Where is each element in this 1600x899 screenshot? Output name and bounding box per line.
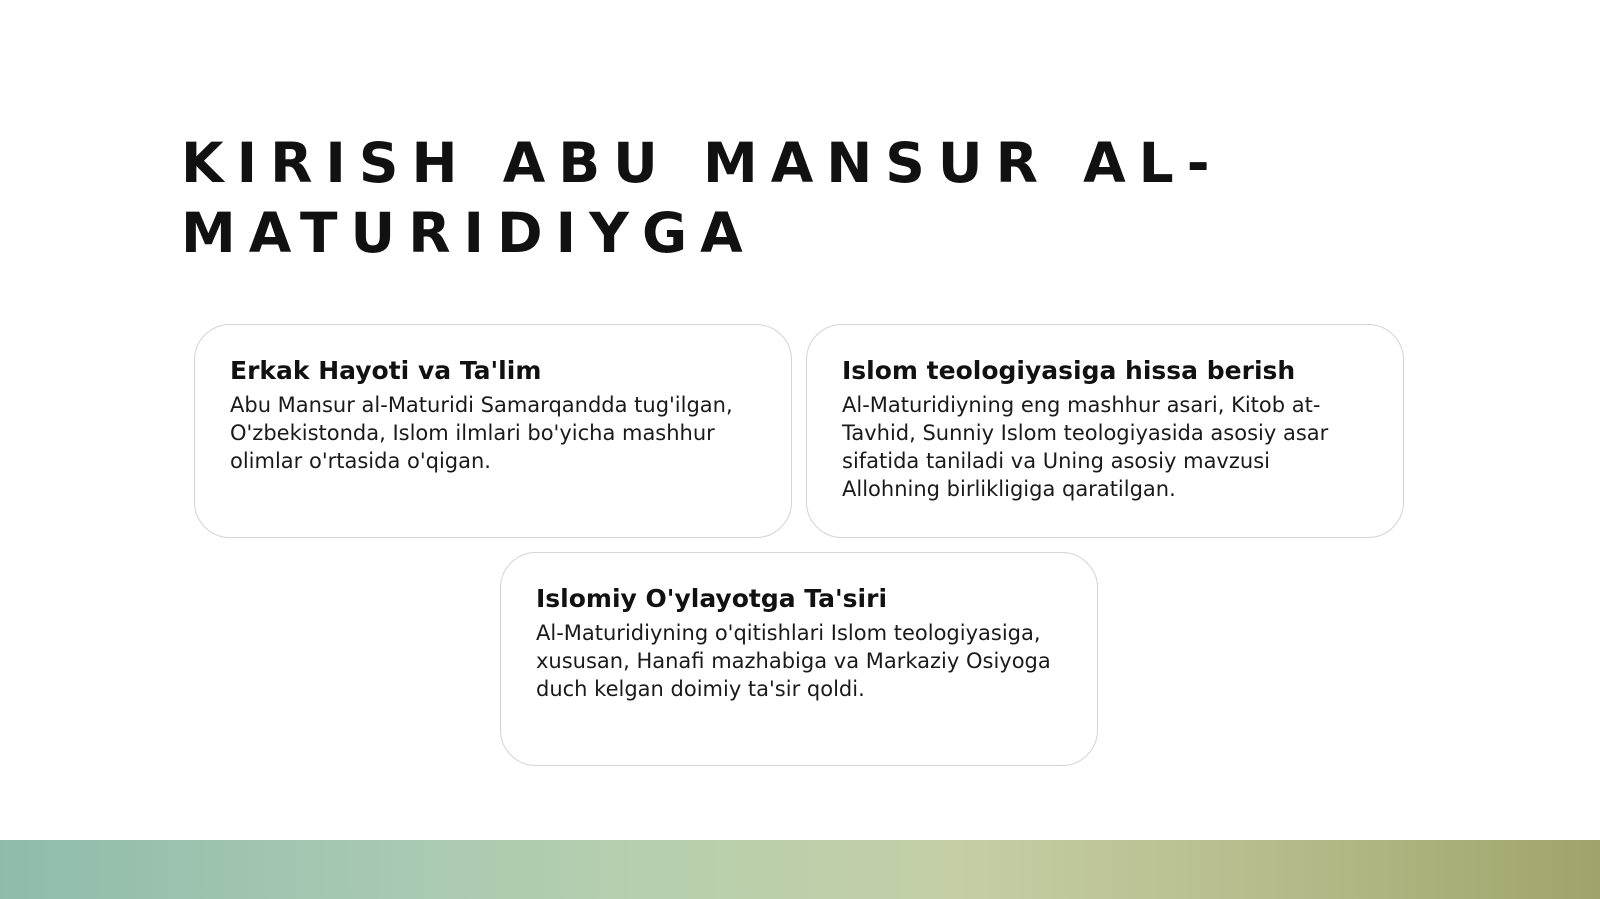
card-body: Abu Mansur al-Maturidi Samarqandda tug'ilgan, O'zbekistonda, Islom ilmlari bo'yicha mashhur olimlar o'rtasida o'qigan. xyxy=(230,393,733,473)
slide-title xyxy=(181,128,1381,268)
card-life-education xyxy=(194,324,792,538)
card-heading: Islomiy O'ylayotga Ta'siri xyxy=(536,584,888,613)
card-theology-contribution xyxy=(806,324,1404,538)
card-islamic-thought-influence xyxy=(500,552,1098,766)
card-body: Al-Maturidiyning eng mashhur asari, Kitob at-Tavhid, Sunniy Islom teologiyasida asosiy asar sifatida taniladi va Uning asosiy mavzusi Allohning birlikligiga qaratilgan. xyxy=(842,393,1329,501)
footer-gradient-band xyxy=(0,840,1600,899)
slide-title-line-2: MATURIDIYGA xyxy=(181,201,756,265)
slide-title-line-1: KIRISH ABU MANSUR AL- xyxy=(181,131,1223,195)
card-body: Al-Maturidiyning o'qitishlari Islom teologiyasiga, xususan, Hanafi mazhabiga va Markaziy Osiyoga duch kelgan doimiy ta'sir qoldi. xyxy=(536,621,1051,701)
card-heading: Islom teologiyasiga hissa berish xyxy=(842,356,1296,385)
card-heading: Erkak Hayoti va Ta'lim xyxy=(230,356,542,385)
